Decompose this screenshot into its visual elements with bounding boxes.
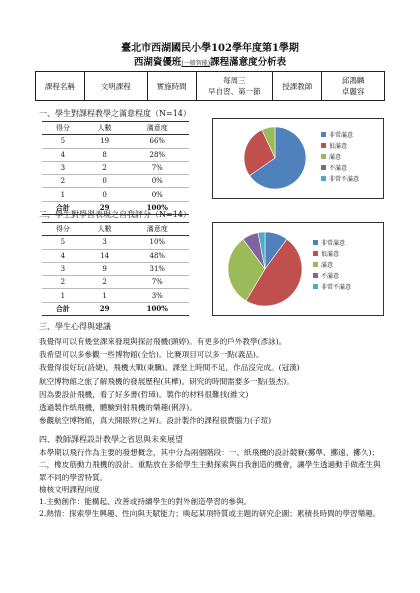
cell-pct: 31% [126,262,189,275]
cell-pct: 7% [126,161,189,174]
col-pct: 滿意度 [126,223,189,236]
legend-item [313,281,351,292]
cell-score: 5 [42,135,84,148]
legend-swatch [321,154,326,159]
section1-table [42,121,189,215]
teacher-label: 授課教師 [273,72,322,101]
cell-pct: 10% [126,236,189,249]
pie-chart-1 [212,118,384,199]
time-line-2: 早自習、第一節 [208,87,261,96]
pie-chart-2-svg [213,223,383,315]
legend-swatch [313,251,318,256]
legend-item [313,270,351,281]
cell-score: 2 [42,276,84,289]
cell-pct: 48% [126,249,189,262]
table-row [42,188,189,201]
time-line-1: 每周三 [223,76,246,85]
legend-item [321,162,359,173]
cell-count: 9 [84,262,126,275]
cell-pct: 0% [126,175,189,188]
table-row [42,249,189,262]
title-school: 臺北市西湖國民小學 [121,43,212,54]
title-mid: 學年度第 [231,43,272,54]
cell-pct: 28% [126,148,189,161]
feedback-line: 航空博物館之旅了解飛機的發展歷程(其樺)。研究的時間需要多一點(張杰)。 [39,376,294,386]
total-label: 合計 [42,201,84,214]
feedback-line: 透過製作紙飛機，體驗到射飛機的樂趣(俐淳)。 [39,403,197,413]
cell-pct: 66% [126,135,189,148]
legend-item [313,248,351,259]
col-count: 人數 [84,223,126,236]
cell-score: 5 [42,236,84,249]
teacher-line-1: 邱鴻麟 [341,76,365,85]
legend-label: 很滿意 [321,251,340,258]
legend-label: 非常不滿意 [321,284,352,291]
document-title [0,39,420,54]
table-row [42,236,189,249]
col-score: 得分 [42,122,84,135]
cell-pct: 3% [126,289,189,302]
cell-count: 0 [84,188,126,201]
total-count: 29 [84,302,126,315]
section2-heading: 二、學生對學習表現之自我評分（N=14） [39,210,191,219]
subtitle-type: (一般智能) [181,60,211,67]
table-row [42,161,189,174]
reflection-paragraph: 2.熱情：探索學生興趣、性向與天賦能力；喚起某項特質或主題的研究企圖；累積長時間的學習樂趣。 [39,509,381,519]
legend-label: 滿意 [321,262,334,269]
course-info-table [35,71,385,101]
section3-heading: 三、學生心得與建議 [39,322,111,331]
legend-label: 很滿意 [329,143,348,150]
legend-swatch [313,273,318,278]
pie-chart-1-legend [321,129,359,184]
section4-body [39,447,384,521]
cell-count: 2 [84,161,126,174]
legend-swatch [321,165,326,170]
cell-count: 3 [84,236,126,249]
table-row [42,276,189,289]
section3-body [39,335,384,427]
table-row [42,135,189,148]
table-row [42,289,189,302]
section1-heading: 一、學生對課程教學之滿意程度（N=14） [39,109,191,118]
col-count: 人數 [84,122,126,135]
feedback-line: 我覺得很好玩(詩婕)，飛機大戰(秉驥)。課堂上時間不足，作品沒完成。(冠漢) [39,363,300,373]
subtitle-class: 西湖資優班 [133,57,182,68]
title-end: 學期 [278,43,299,54]
total-row [42,302,189,315]
legend-swatch [321,143,326,148]
legend-label: 不滿意 [321,273,340,280]
teacher-value [322,72,385,101]
legend-swatch [313,262,318,267]
time-value [196,72,273,101]
subtitle-name: 課程滿意度分析表 [210,57,287,68]
pie-chart-2-legend [313,237,351,292]
legend-label: 非常滿意 [321,240,346,247]
feedback-line: 參觀航空博物館，真大開眼界(之昇)。設計製作的課程很費腦力(子瑄) [39,416,272,426]
col-score: 得分 [42,223,84,236]
legend-label: 滿意 [329,154,342,161]
cell-count: 2 [84,276,126,289]
cell-score: 4 [42,148,84,161]
cell-count: 0 [84,175,126,188]
legend-item [313,237,351,248]
legend-swatch [313,284,318,289]
table-row [42,175,189,188]
reflection-line: 1.主動創作：能構起、改善或持續學生的對外創造學習的參與。 [39,497,252,507]
legend-item [313,259,351,270]
total-pct: 100% [126,302,189,315]
reflection-line: 檢核文明課程向度 [39,484,100,494]
feedback-line: 我希望可以多參觀一些博物館(全恰)。比賽項目可以多一點(義品)。 [39,350,264,360]
cell-pct: 7% [126,276,189,289]
total-count: 29 [84,201,126,214]
col-pct: 滿意度 [126,122,189,135]
legend-label: 不滿意 [329,165,348,172]
legend-item [321,151,359,162]
reflection-paragraph: 本學期以飛行作為主要的發想概念，其中分為兩個階段：一、紙飛機的設計競賽(擲準、擲遠、擲久)；二，橡皮筋動力飛機的設計。重點放在多給學生主動探索與自我創造的機會，讓學生透過動手做產生與眾不同的學習特質。 [39,448,381,482]
course-name-label: 課程名稱 [36,72,85,101]
table-row [42,262,189,275]
cell-score: 2 [42,175,84,188]
pie-chart-2 [212,222,384,316]
teacher-line-2: 卓麗容 [341,87,365,96]
cell-count: 14 [84,249,126,262]
section4-heading: 四、教師課程設計教學之省思與未來展望 [39,435,183,444]
cell-count: 1 [84,289,126,302]
title-year: 102 [211,43,232,54]
legend-item [321,129,359,140]
cell-count: 8 [84,148,126,161]
time-label: 實施時間 [147,72,196,101]
document-subtitle [0,54,420,68]
section2-table [42,222,189,316]
legend-swatch [321,132,326,137]
cell-score: 3 [42,161,84,174]
legend-swatch [313,240,318,245]
cell-score: 1 [42,289,84,302]
legend-item [321,173,359,184]
course-name-value: 文明課程 [84,72,147,101]
legend-label: 非常不滿意 [329,176,360,183]
cell-score: 1 [42,188,84,201]
legend-label: 非常滿意 [329,132,354,139]
feedback-line: 我覺得可以有幾堂課來發現與探討飛機(顗婷)。有更多的戶外教學(彥詠)。 [39,337,287,346]
cell-score: 3 [42,262,84,275]
cell-pct: 0% [126,188,189,201]
cell-score: 4 [42,249,84,262]
total-pct: 100% [126,201,189,214]
legend-swatch [321,176,326,181]
table-row [42,148,189,161]
cell-count: 19 [84,135,126,148]
total-label: 合計 [42,302,84,315]
feedback-line: 因為要設計飛機，看了好多書(哲璋)。製作的材料很難找(維文) [39,389,249,399]
title-semester: 1 [271,43,279,54]
legend-item [321,140,359,151]
